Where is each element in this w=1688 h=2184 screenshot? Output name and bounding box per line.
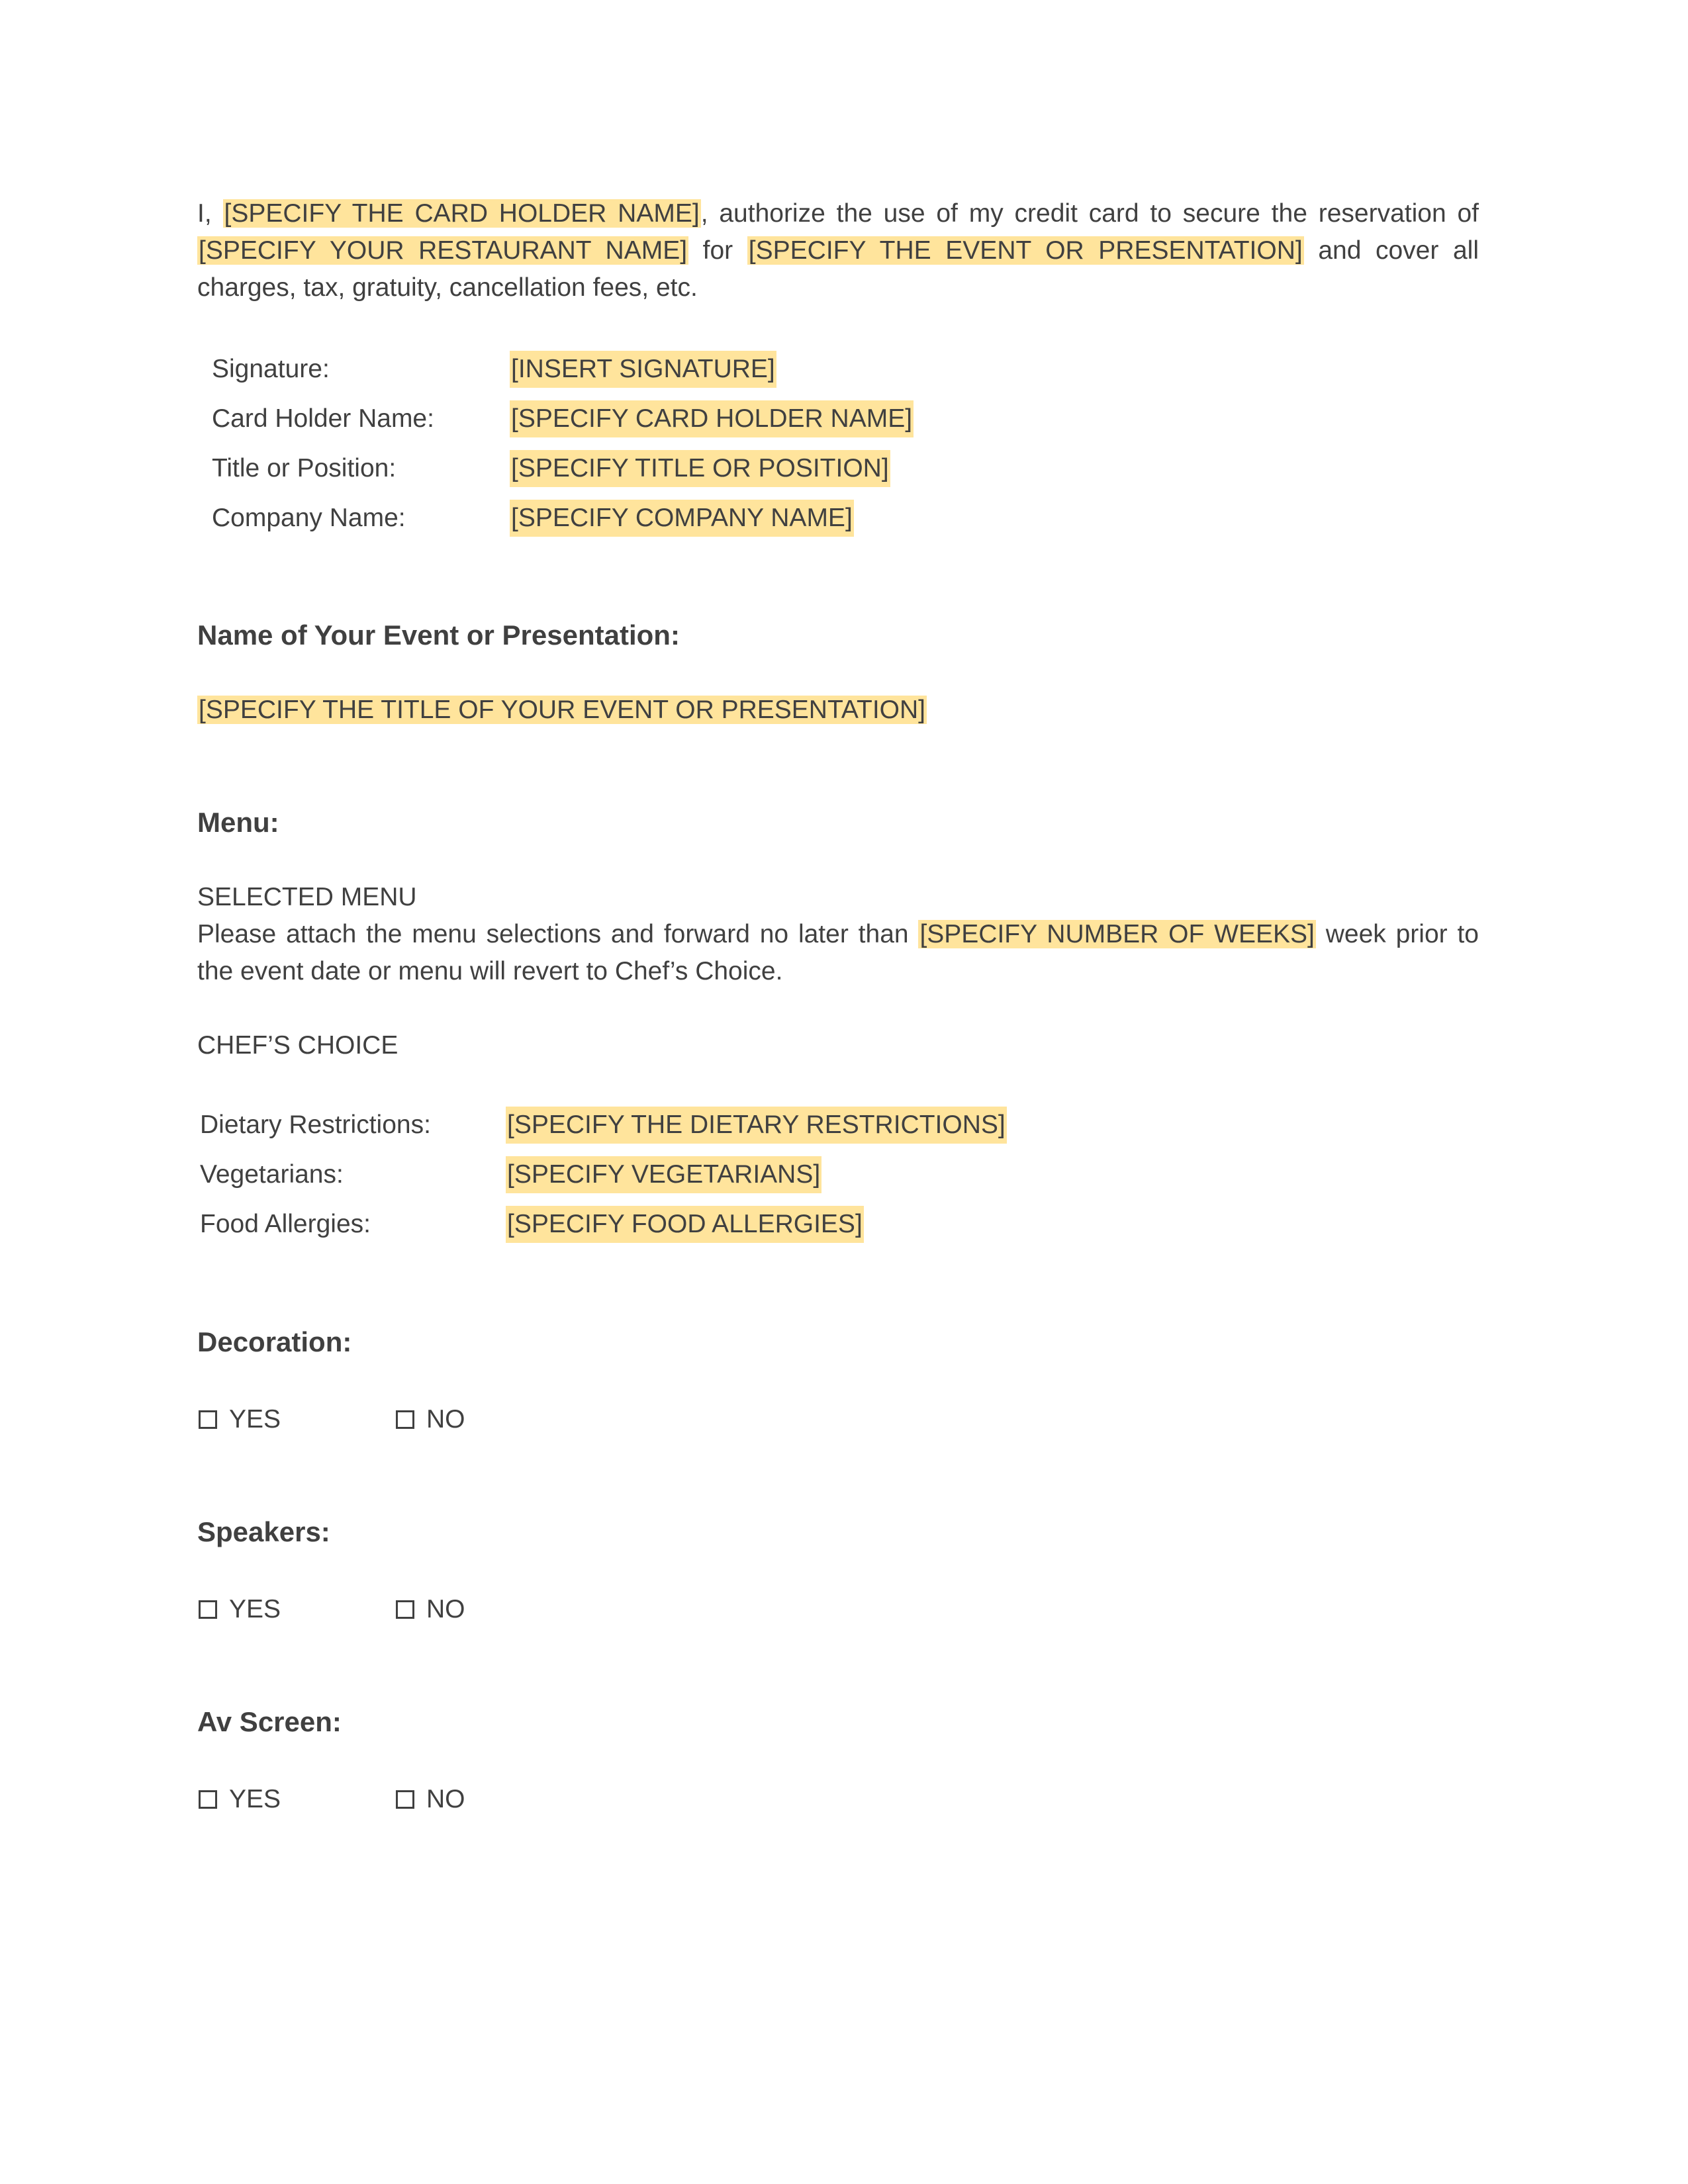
title-position-label: Title or Position: xyxy=(212,454,397,482)
av-screen-no-option[interactable] xyxy=(396,1781,465,1818)
checkbox-icon[interactable] xyxy=(199,1410,217,1429)
authorization-prefix: I, xyxy=(197,199,212,228)
menu-heading: Menu: xyxy=(197,807,279,838)
authorization-text-1: , authorize the use of my credit card to secure the reservation of xyxy=(700,199,1479,228)
company-name-value[interactable]: [SPECIFY COMPANY NAME] xyxy=(510,500,854,537)
decoration-no-label: NO xyxy=(426,1405,465,1433)
menu-instructions-text-2: week prior to the event date or menu will revert to Chef’s Choice. xyxy=(197,920,1479,985)
av-screen-yes-label: YES xyxy=(229,1785,281,1813)
chefs-choice-label: CHEF’S CHOICE xyxy=(197,1031,399,1060)
speakers-yes-option[interactable] xyxy=(199,1591,281,1628)
vegetarians-value[interactable]: [SPECIFY VEGETARIANS] xyxy=(506,1156,821,1193)
food-allergies-value[interactable]: [SPECIFY FOOD ALLERGIES] xyxy=(506,1206,864,1243)
event-heading: Name of Your Event or Presentation: xyxy=(197,619,680,651)
authorization-paragraph xyxy=(197,195,1479,306)
event-placeholder[interactable]: [SPECIFY THE EVENT OR PRESENTATION] xyxy=(748,236,1303,265)
company-name-label: Company Name: xyxy=(212,504,406,532)
authorization-text-3: and cover all charges, tax, gratuity, cancellation fees, etc. xyxy=(197,236,1479,302)
authorization-text-2: for xyxy=(702,236,733,265)
speakers-no-option[interactable] xyxy=(396,1591,465,1628)
speakers-heading: Speakers: xyxy=(197,1516,330,1547)
event-title-placeholder[interactable]: [SPECIFY THE TITLE OF YOUR EVENT OR PRESENTATION] xyxy=(199,696,925,724)
menu-instructions xyxy=(197,916,1479,990)
card-holder-name-label: Card Holder Name: xyxy=(212,404,434,433)
number-of-weeks-placeholder[interactable]: [SPECIFY NUMBER OF WEEKS] xyxy=(919,920,1315,948)
signature-label: Signature: xyxy=(212,355,330,383)
food-allergies-label: Food Allergies: xyxy=(200,1210,371,1238)
title-position-value[interactable]: [SPECIFY TITLE OR POSITION] xyxy=(510,450,890,487)
checkbox-icon[interactable] xyxy=(199,1600,217,1619)
speakers-yes-label: YES xyxy=(229,1595,281,1623)
checkbox-icon[interactable] xyxy=(199,1790,217,1809)
av-screen-no-label: NO xyxy=(426,1785,465,1813)
speakers-no-label: NO xyxy=(426,1595,465,1623)
decoration-heading: Decoration: xyxy=(197,1326,352,1357)
av-screen-heading: Av Screen: xyxy=(197,1706,342,1737)
dietary-restrictions-value[interactable]: [SPECIFY THE DIETARY RESTRICTIONS] xyxy=(506,1107,1007,1144)
event-title-row xyxy=(197,692,927,729)
dietary-restrictions-label: Dietary Restrictions: xyxy=(200,1111,431,1139)
decoration-yes-label: YES xyxy=(229,1405,281,1433)
checkbox-icon[interactable] xyxy=(396,1790,414,1809)
card-holder-name-value[interactable]: [SPECIFY CARD HOLDER NAME] xyxy=(510,400,914,437)
av-screen-yes-option[interactable] xyxy=(199,1781,281,1818)
vegetarians-label: Vegetarians: xyxy=(200,1160,344,1189)
card-holder-name-placeholder[interactable]: [SPECIFY THE CARD HOLDER NAME] xyxy=(224,199,700,228)
decoration-yes-option[interactable] xyxy=(199,1401,281,1438)
menu-instructions-text-1: Please attach the menu selections and forward no later than xyxy=(197,920,909,948)
selected-menu-label: SELECTED MENU xyxy=(197,883,417,911)
decoration-no-option[interactable] xyxy=(396,1401,465,1438)
signature-value[interactable]: [INSERT SIGNATURE] xyxy=(510,351,776,388)
checkbox-icon[interactable] xyxy=(396,1410,414,1429)
checkbox-icon[interactable] xyxy=(396,1600,414,1619)
restaurant-name-placeholder[interactable]: [SPECIFY YOUR RESTAURANT NAME] xyxy=(199,236,688,265)
